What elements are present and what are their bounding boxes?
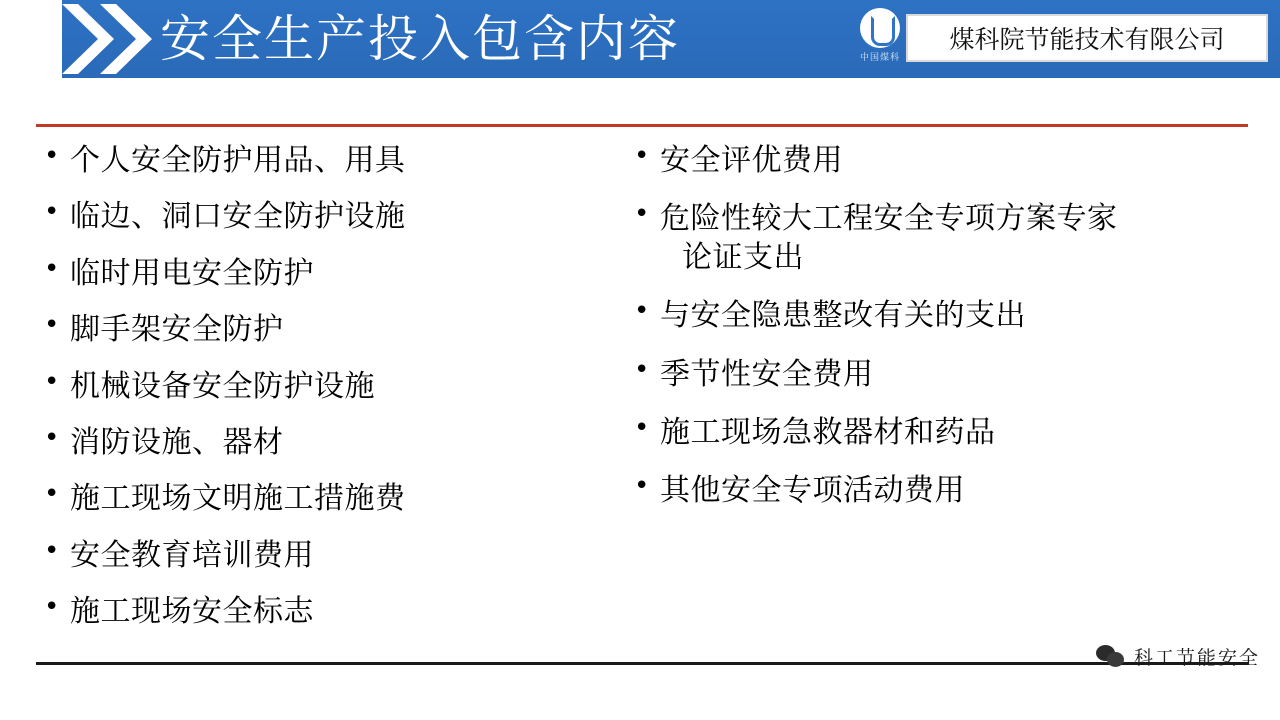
list-item-label: • 与安全隐患整改有关的支出 — [660, 298, 1026, 334]
top-divider — [36, 124, 1248, 127]
list-item-label: • 施工现场急救器材和药品 — [660, 414, 996, 450]
list-item — [628, 472, 1258, 510]
footer-watermark-label: 科工节能安全 — [1133, 646, 1260, 669]
list-item-label: • 其他安全专项活动费用 — [660, 473, 965, 509]
list-item-label: 施工现场文明施工措施费 — [70, 481, 406, 517]
company-name-box: 煤科院节能技术有限公司 — [906, 14, 1268, 62]
list-item-label: 个人安全防护用品、用具 — [70, 143, 406, 178]
list-item-label: • 危险性较大工程安全专项方案专家 — [660, 201, 1118, 237]
right-bullet-list — [628, 142, 1258, 511]
list-item — [628, 200, 1258, 277]
list-item-label: 机械设备安全防护设施 — [70, 368, 375, 404]
left-bullet-list — [38, 142, 618, 632]
slide-body — [0, 142, 1280, 652]
slide-header — [0, 0, 1280, 78]
list-item-label: 施工现场安全标志 — [70, 594, 314, 630]
list-item — [38, 142, 618, 180]
list-item — [38, 311, 618, 349]
list-item — [628, 297, 1258, 335]
bottom-divider — [36, 662, 1248, 665]
coal-science-logo-icon — [860, 8, 900, 48]
left-column — [38, 142, 618, 650]
list-item — [628, 142, 1258, 180]
list-item — [38, 480, 618, 518]
footer-watermark — [1096, 636, 1260, 676]
list-item — [628, 356, 1258, 394]
list-item-label-continued: 论证支出 — [682, 239, 804, 275]
list-item-label: • 季节性安全费用 — [660, 356, 874, 392]
header-left-white-block — [0, 0, 62, 78]
logo-caption: 中国煤科 — [859, 52, 900, 62]
list-item-label: 临边、洞口安全防护设施 — [70, 199, 406, 235]
list-item — [38, 198, 618, 236]
list-item — [38, 537, 618, 575]
chevron-double-right-icon — [62, 0, 158, 78]
list-item-label: 安全教育培训费用 — [70, 537, 314, 573]
list-item-label: 消防设施、器材 — [70, 424, 284, 460]
list-item-label: 脚手架安全防护 — [70, 312, 284, 348]
list-item — [628, 414, 1258, 452]
list-item-label: • 安全评优费用 — [660, 143, 843, 178]
wechat-icon — [1096, 643, 1126, 669]
list-item — [38, 593, 618, 631]
list-item — [38, 368, 618, 406]
list-item-label: 临时用电安全防护 — [70, 255, 314, 291]
page-title: 安全生产投入包含内容 — [160, 10, 680, 68]
list-item — [38, 255, 618, 293]
list-item — [38, 424, 618, 462]
right-column — [628, 142, 1258, 531]
logo — [848, 8, 912, 70]
